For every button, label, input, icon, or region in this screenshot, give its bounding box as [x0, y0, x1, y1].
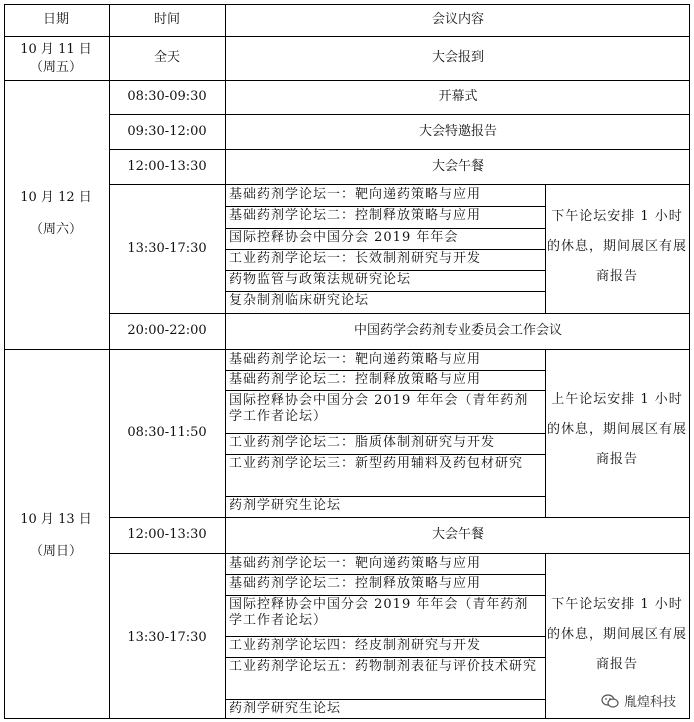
forum-divider: [225, 636, 545, 637]
forum-divider: [225, 291, 545, 292]
row-divider: [109, 184, 690, 185]
day3-lunch-content: 大会午餐: [431, 527, 485, 542]
row-divider: [109, 553, 690, 554]
day1-date: 10 月 11 日: [20, 42, 92, 57]
day3-morning-forum-3: 国际控释协会中国分会 2019 年年会（青年药剂学工作者论坛）: [229, 393, 529, 424]
divider-note-col: [545, 553, 546, 719]
day2-time-3: 12:00-13:30: [127, 159, 207, 174]
forum-divider: [225, 206, 545, 207]
forum-divider: [225, 370, 545, 371]
divider-date-col: [109, 4, 110, 719]
day2-content-3: 大会午餐: [431, 159, 485, 174]
header-date: 日期: [42, 12, 70, 27]
forum-divider: [225, 574, 545, 575]
divider-note-col: [545, 349, 546, 517]
header-time: 时间: [153, 12, 181, 27]
row-divider: [4, 36, 690, 37]
day3-afternoon-forum-5: 工业药剂学论坛五：药物制剂表征与评价技术研究: [229, 659, 538, 674]
row-divider: [109, 149, 690, 150]
day3-morning-forum-1: 基础药剂学论坛一：靶向递药策略与应用: [229, 352, 482, 367]
watermark: [601, 691, 676, 710]
day3-morning-forum-5: 工业药剂学论坛三：新型药用辅料及药包材研究: [229, 456, 524, 471]
forum-divider: [225, 657, 545, 658]
forum-divider: [225, 228, 545, 229]
day2-forum-4: 工业药剂学论坛一：长效制剂研究与开发: [229, 251, 482, 266]
divider-note-col: [545, 184, 546, 313]
forum-divider: [225, 390, 545, 391]
day1-time: 全天: [153, 50, 181, 65]
day3-afternoon-forum-2: 基础药剂学论坛二：控制释放策略与应用: [229, 576, 482, 591]
divider-time-col: [225, 4, 226, 719]
day3-afternoon-note: 下午论坛安排 1 小时的休息，期间展区有展商报告: [547, 597, 688, 672]
day2-time-1: 08:30-09:30: [127, 89, 207, 104]
day2-forum-2: 基础药剂学论坛二：控制释放策略与应用: [229, 208, 482, 223]
row-divider: [4, 80, 690, 81]
day3-date: 10 月 13 日: [20, 512, 92, 527]
day3-afternoon-forum-6: 药剂学研究生论坛: [229, 701, 342, 716]
row-divider: [109, 313, 690, 314]
day3-afternoon-forum-4: 工业药剂学论坛四：经皮制剂研究与开发: [229, 638, 482, 653]
day2-weekday: （周六）: [29, 222, 83, 237]
day3-morning-note: 上午论坛安排 1 小时的休息，期间展区有展商报告: [547, 392, 688, 467]
day3-morning-forum-2: 基础药剂学论坛二：控制释放策略与应用: [229, 372, 482, 387]
forum-divider: [225, 454, 545, 455]
day1-weekday: （周五）: [29, 60, 83, 75]
forum-divider: [225, 595, 545, 596]
day3-afternoon-forum-3: 国际控释协会中国分会 2019 年年会（青年药剂学工作者论坛）: [229, 597, 529, 628]
day1-content: 大会报到: [431, 50, 485, 65]
forum-divider: [225, 433, 545, 434]
day2-forum-6: 复杂制剂临床研究论坛: [229, 293, 370, 308]
day3-weekday: （周日）: [29, 544, 83, 559]
row-divider: [4, 349, 690, 350]
day3-morning-forum-6: 药剂学研究生论坛: [229, 498, 342, 513]
day2-forum-3: 国际控释协会中国分会 2019 年年会: [229, 230, 459, 245]
day2-content-1: 开幕式: [438, 89, 478, 104]
day3-afternoon-forum-1: 基础药剂学论坛一：靶向递药策略与应用: [229, 556, 482, 571]
day2-content-2: 大会特邀报告: [418, 124, 498, 139]
row-divider: [109, 517, 690, 518]
day2-forum-5: 药物监管与政策法规研究论坛: [229, 272, 412, 287]
day2-evening-time: 20:00-22:00: [127, 323, 207, 338]
watermark-text: 胤煌科技: [623, 695, 676, 710]
day2-forum-1: 基础药剂学论坛一：靶向递药策略与应用: [229, 187, 482, 202]
day2-afternoon-time: 13:30-17:30: [127, 241, 207, 256]
day3-lunch-time: 12:00-13:30: [127, 527, 207, 542]
day2-time-2: 09:30-12:00: [127, 124, 207, 139]
day3-morning-time: 08:30-11:50: [127, 425, 207, 440]
header-content: 会议内容: [431, 12, 485, 27]
wechat-icon: [601, 693, 619, 709]
day2-afternoon-note: 下午论坛安排 1 小时的休息，期间展区有展商报告: [547, 209, 688, 284]
day2-evening-content: 中国药学会药剂专业委员会工作会议: [353, 323, 563, 338]
forum-divider: [225, 496, 545, 497]
row-divider: [109, 114, 690, 115]
forum-divider: [225, 699, 545, 700]
day3-afternoon-time: 13:30-17:30: [127, 630, 207, 645]
day2-date: 10 月 12 日: [20, 190, 92, 205]
forum-divider: [225, 249, 545, 250]
day3-morning-forum-4: 工业药剂学论坛二：脂质体制剂研究与开发: [229, 435, 496, 450]
forum-divider: [225, 270, 545, 271]
